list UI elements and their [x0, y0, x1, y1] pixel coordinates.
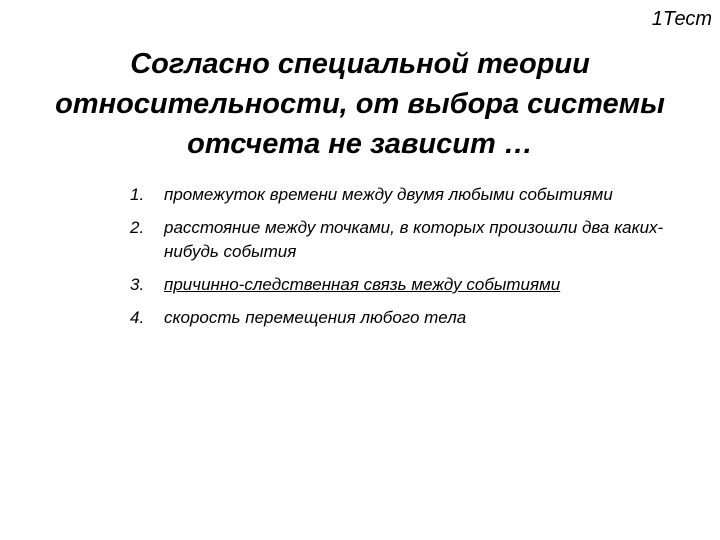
answer-text: промежуток времени между двумя любыми событиями	[164, 185, 613, 204]
answer-number: 1.	[130, 185, 145, 204]
answer-number: 4.	[130, 308, 145, 327]
answer-list	[130, 183, 670, 339]
answer-number: 2.	[130, 218, 145, 237]
answer-option-3[interactable]	[130, 273, 670, 297]
answer-option-1[interactable]	[130, 183, 670, 207]
answer-text: расстояние между точками, в которых произошли два каких-нибудь события	[164, 218, 664, 261]
answer-option-4[interactable]	[130, 306, 670, 330]
answer-number: 3.	[130, 275, 145, 294]
slide-tag: 1Тест	[651, 8, 712, 30]
slide-title: Согласно специальной теории относительности, от выбора системы отсчета не зависит …	[55, 48, 665, 160]
answer-option-2[interactable]	[130, 216, 670, 264]
answer-text: причинно-следственная связь между событиями	[164, 275, 561, 294]
answer-text: скорость перемещения любого тела	[164, 308, 467, 327]
